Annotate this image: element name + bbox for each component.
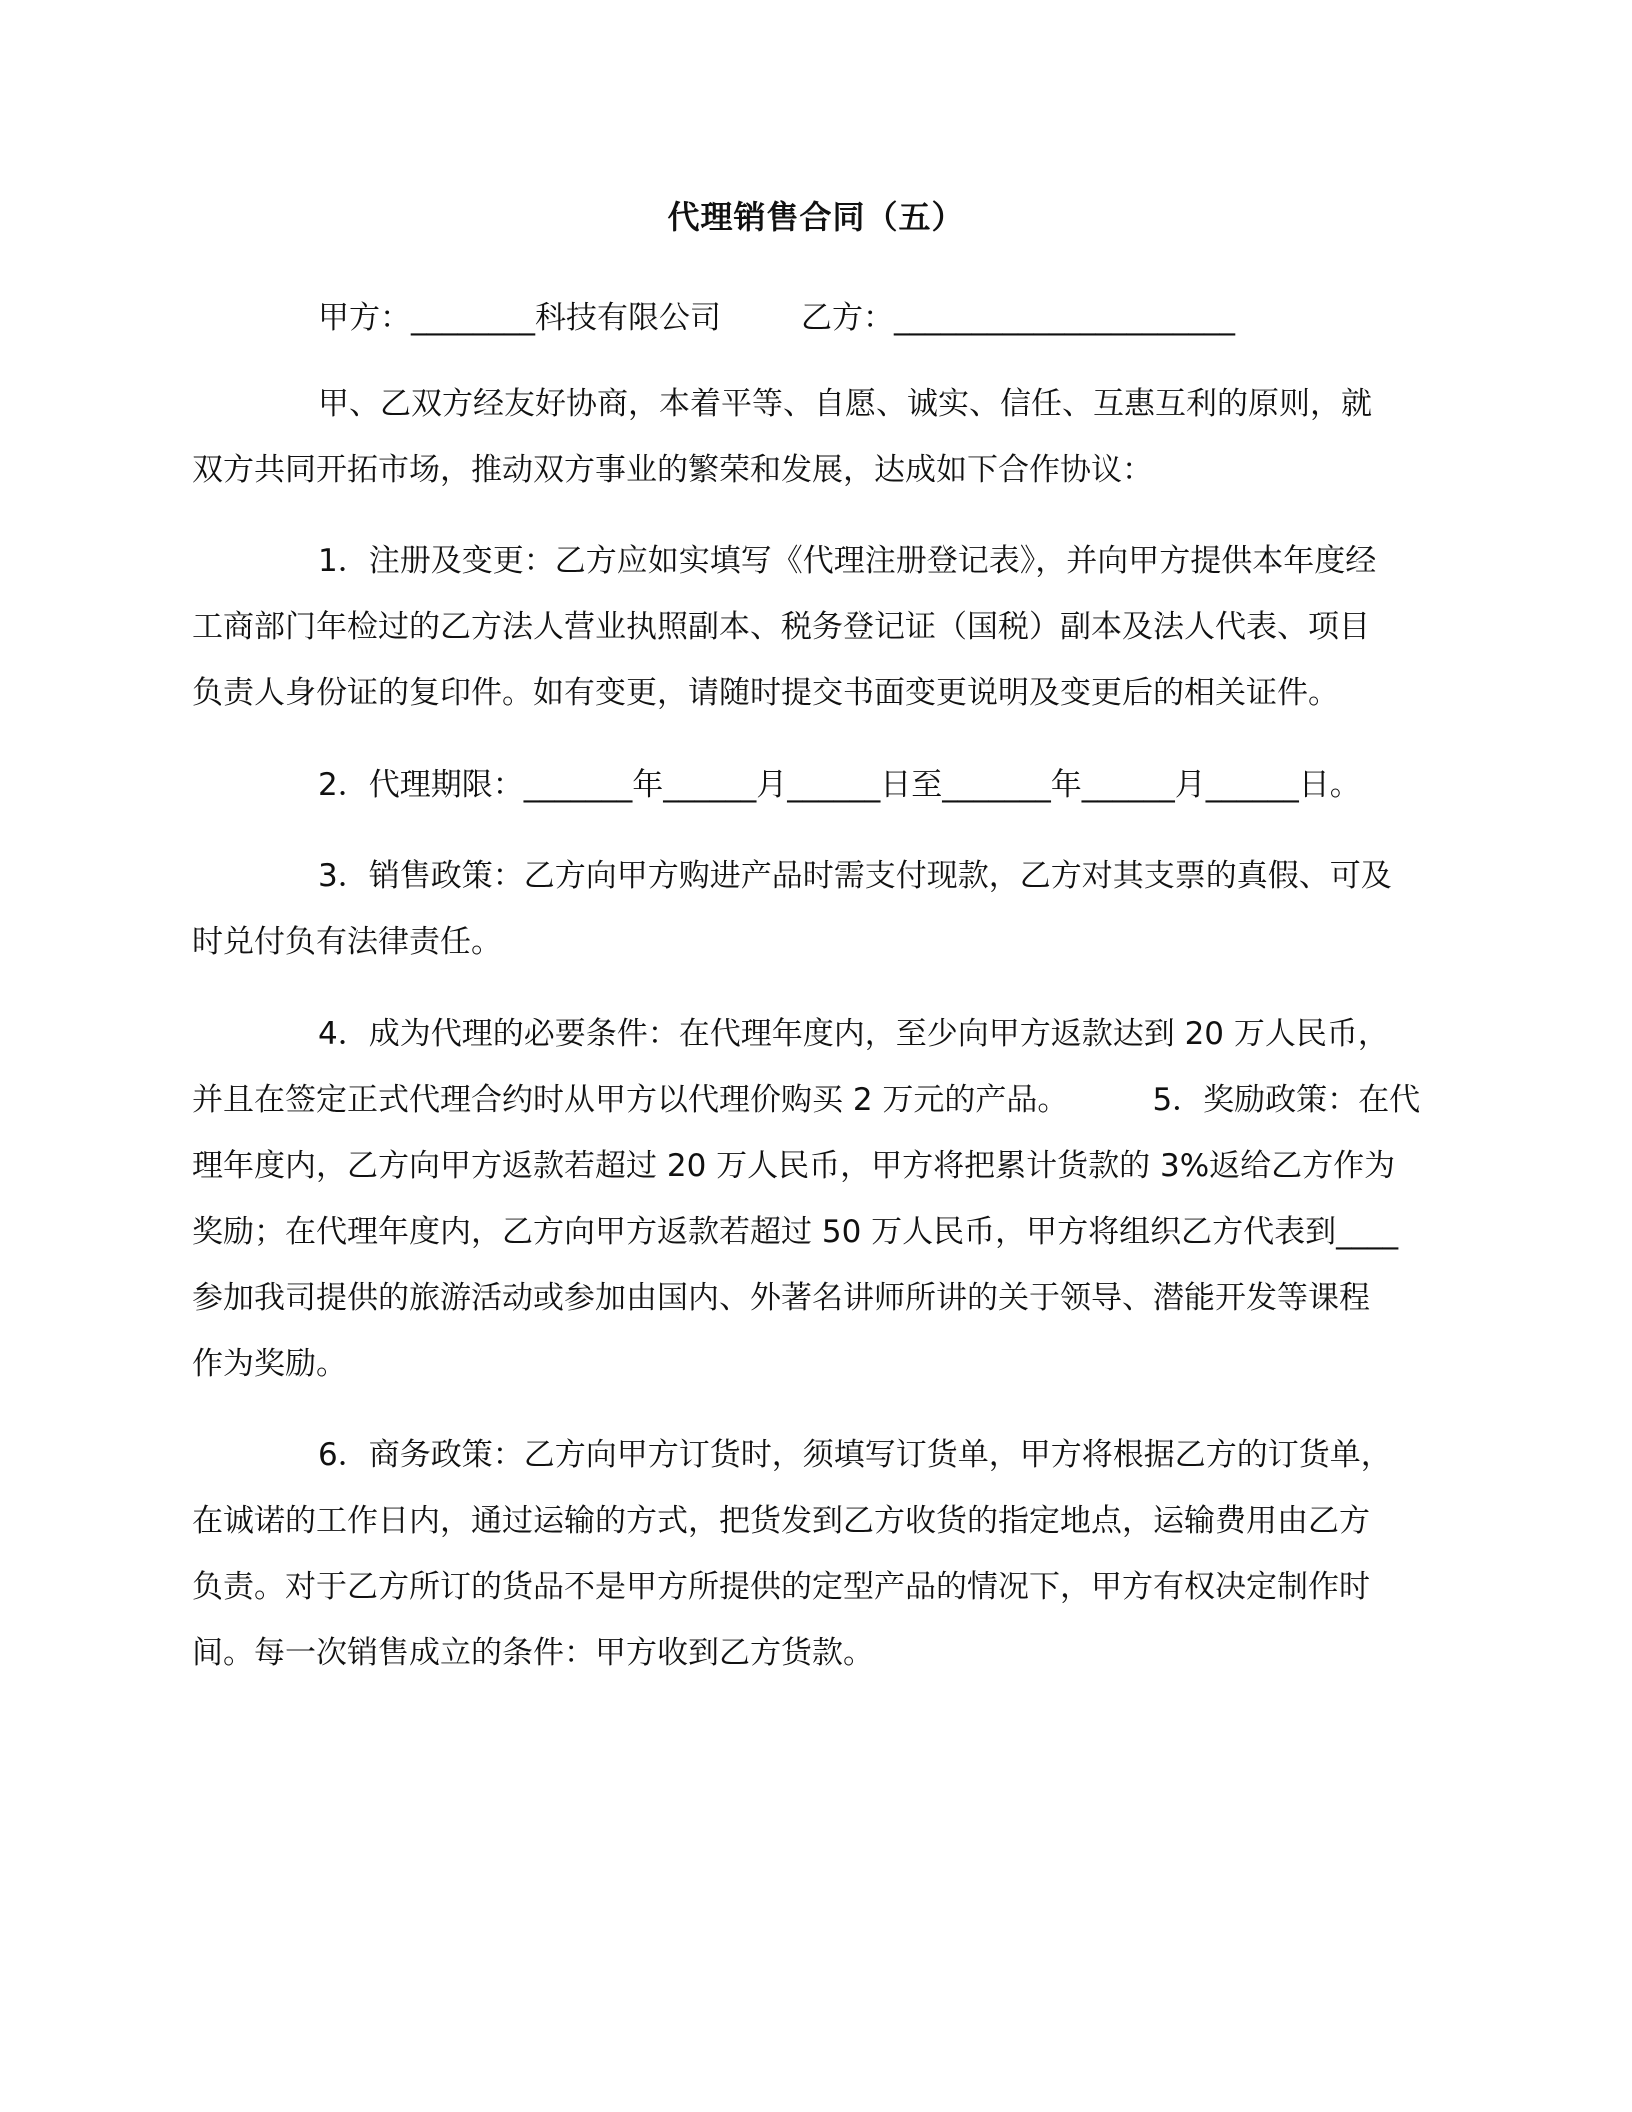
clause-6-paragraph [192,1422,1452,1686]
paragraph-line [192,1331,1452,1397]
intro-paragraph [192,371,1452,503]
paragraph-line [192,752,1452,818]
line-text: 时兑付负有法律责任。 [192,924,502,960]
paragraph-line [192,437,1452,503]
clause-1-paragraph [192,528,1452,726]
paragraph-line [192,1199,1452,1265]
line-text: 间。每一次销售成立的条件：甲方收到乙方货款。 [192,1635,874,1671]
line-text: 5．奖励政策：在代 [1152,1082,1421,1118]
clause-4-5-paragraph [192,1001,1452,1397]
document-title: 代理销售合同（五） [667,198,965,236]
paragraph-line [192,660,1452,726]
paragraph-line [192,1422,1452,1488]
paragraph-line [192,1133,1452,1199]
paragraph-line [192,371,1452,437]
paragraph-line [192,1554,1452,1620]
parties-line [318,296,1235,340]
line-text: 作为奖励。 [192,1346,347,1382]
paragraph-line [192,1067,1452,1133]
party-a-label: 甲方： [318,300,411,336]
line-text: 并且在签定正式代理合约时从甲方以代理价购买 2 万元的产品。 [192,1082,1069,1118]
paragraph-line [192,594,1452,660]
line-text: 奖励；在代理年度内，乙方向甲方返款若超过 50 万人民币，甲方将组织乙方代表到____ [192,1214,1399,1250]
line-text: 参加我司提供的旅游活动或参加由国内、外著名讲师所讲的关于领导、潜能开发等课程 [192,1280,1370,1316]
line-text: 甲、乙双方经友好协商，本着平等、自愿、诚实、信任、互惠互利的原则，就 [318,386,1372,422]
paragraph-line [192,1620,1452,1686]
line-text: 双方共同开拓市场，推动双方事业的繁荣和发展，达成如下合作协议： [192,452,1153,488]
line-text: 6．商务政策：乙方向甲方订货时，须填写订货单，甲方将根据乙方的订货单， [318,1437,1392,1473]
paragraph-line [192,1488,1452,1554]
party-a-value: ________科技有限公司 [411,300,721,336]
paragraph-line [192,909,1452,975]
clause-3-paragraph [192,843,1452,975]
line-text: 在诚诺的工作日内，通过运输的方式，把货发到乙方收货的指定地点，运输费用由乙方 [192,1503,1370,1539]
line-text: 负责。对于乙方所订的货品不是甲方所提供的定型产品的情况下，甲方有权决定制作时 [192,1569,1370,1605]
paragraph-line [192,843,1452,909]
paragraph-line [192,1265,1452,1331]
line-text: 4．成为代理的必要条件：在代理年度内，至少向甲方返款达到 20 万人民币， [318,1016,1389,1052]
paragraph-line [192,1001,1452,1067]
party-b-value: ______________________ [894,300,1235,336]
line-text: 3．销售政策：乙方向甲方购进产品时需支付现款，乙方对其支票的真假、可及 [318,858,1392,894]
line-text: 2．代理期限：_______年______月______日至_______年______月______日。 [318,767,1361,803]
line-text: 工商部门年检过的乙方法人营业执照副本、税务登记证（国税）副本及法人代表、项目 [192,609,1370,645]
line-text: 负责人身份证的复印件。如有变更，请随时提交书面变更说明及变更后的相关证件。 [192,675,1339,711]
line-text: 1．注册及变更：乙方应如实填写《代理注册登记表》，并向甲方提供本年度经 [318,543,1377,579]
party-b-label: 乙方： [801,300,894,336]
clause-2-paragraph [192,752,1452,818]
line-text: 理年度内，乙方向甲方返款若超过 20 万人民币，甲方将把累计货款的 3%返给乙方作为 [192,1148,1396,1184]
paragraph-line [192,528,1452,594]
